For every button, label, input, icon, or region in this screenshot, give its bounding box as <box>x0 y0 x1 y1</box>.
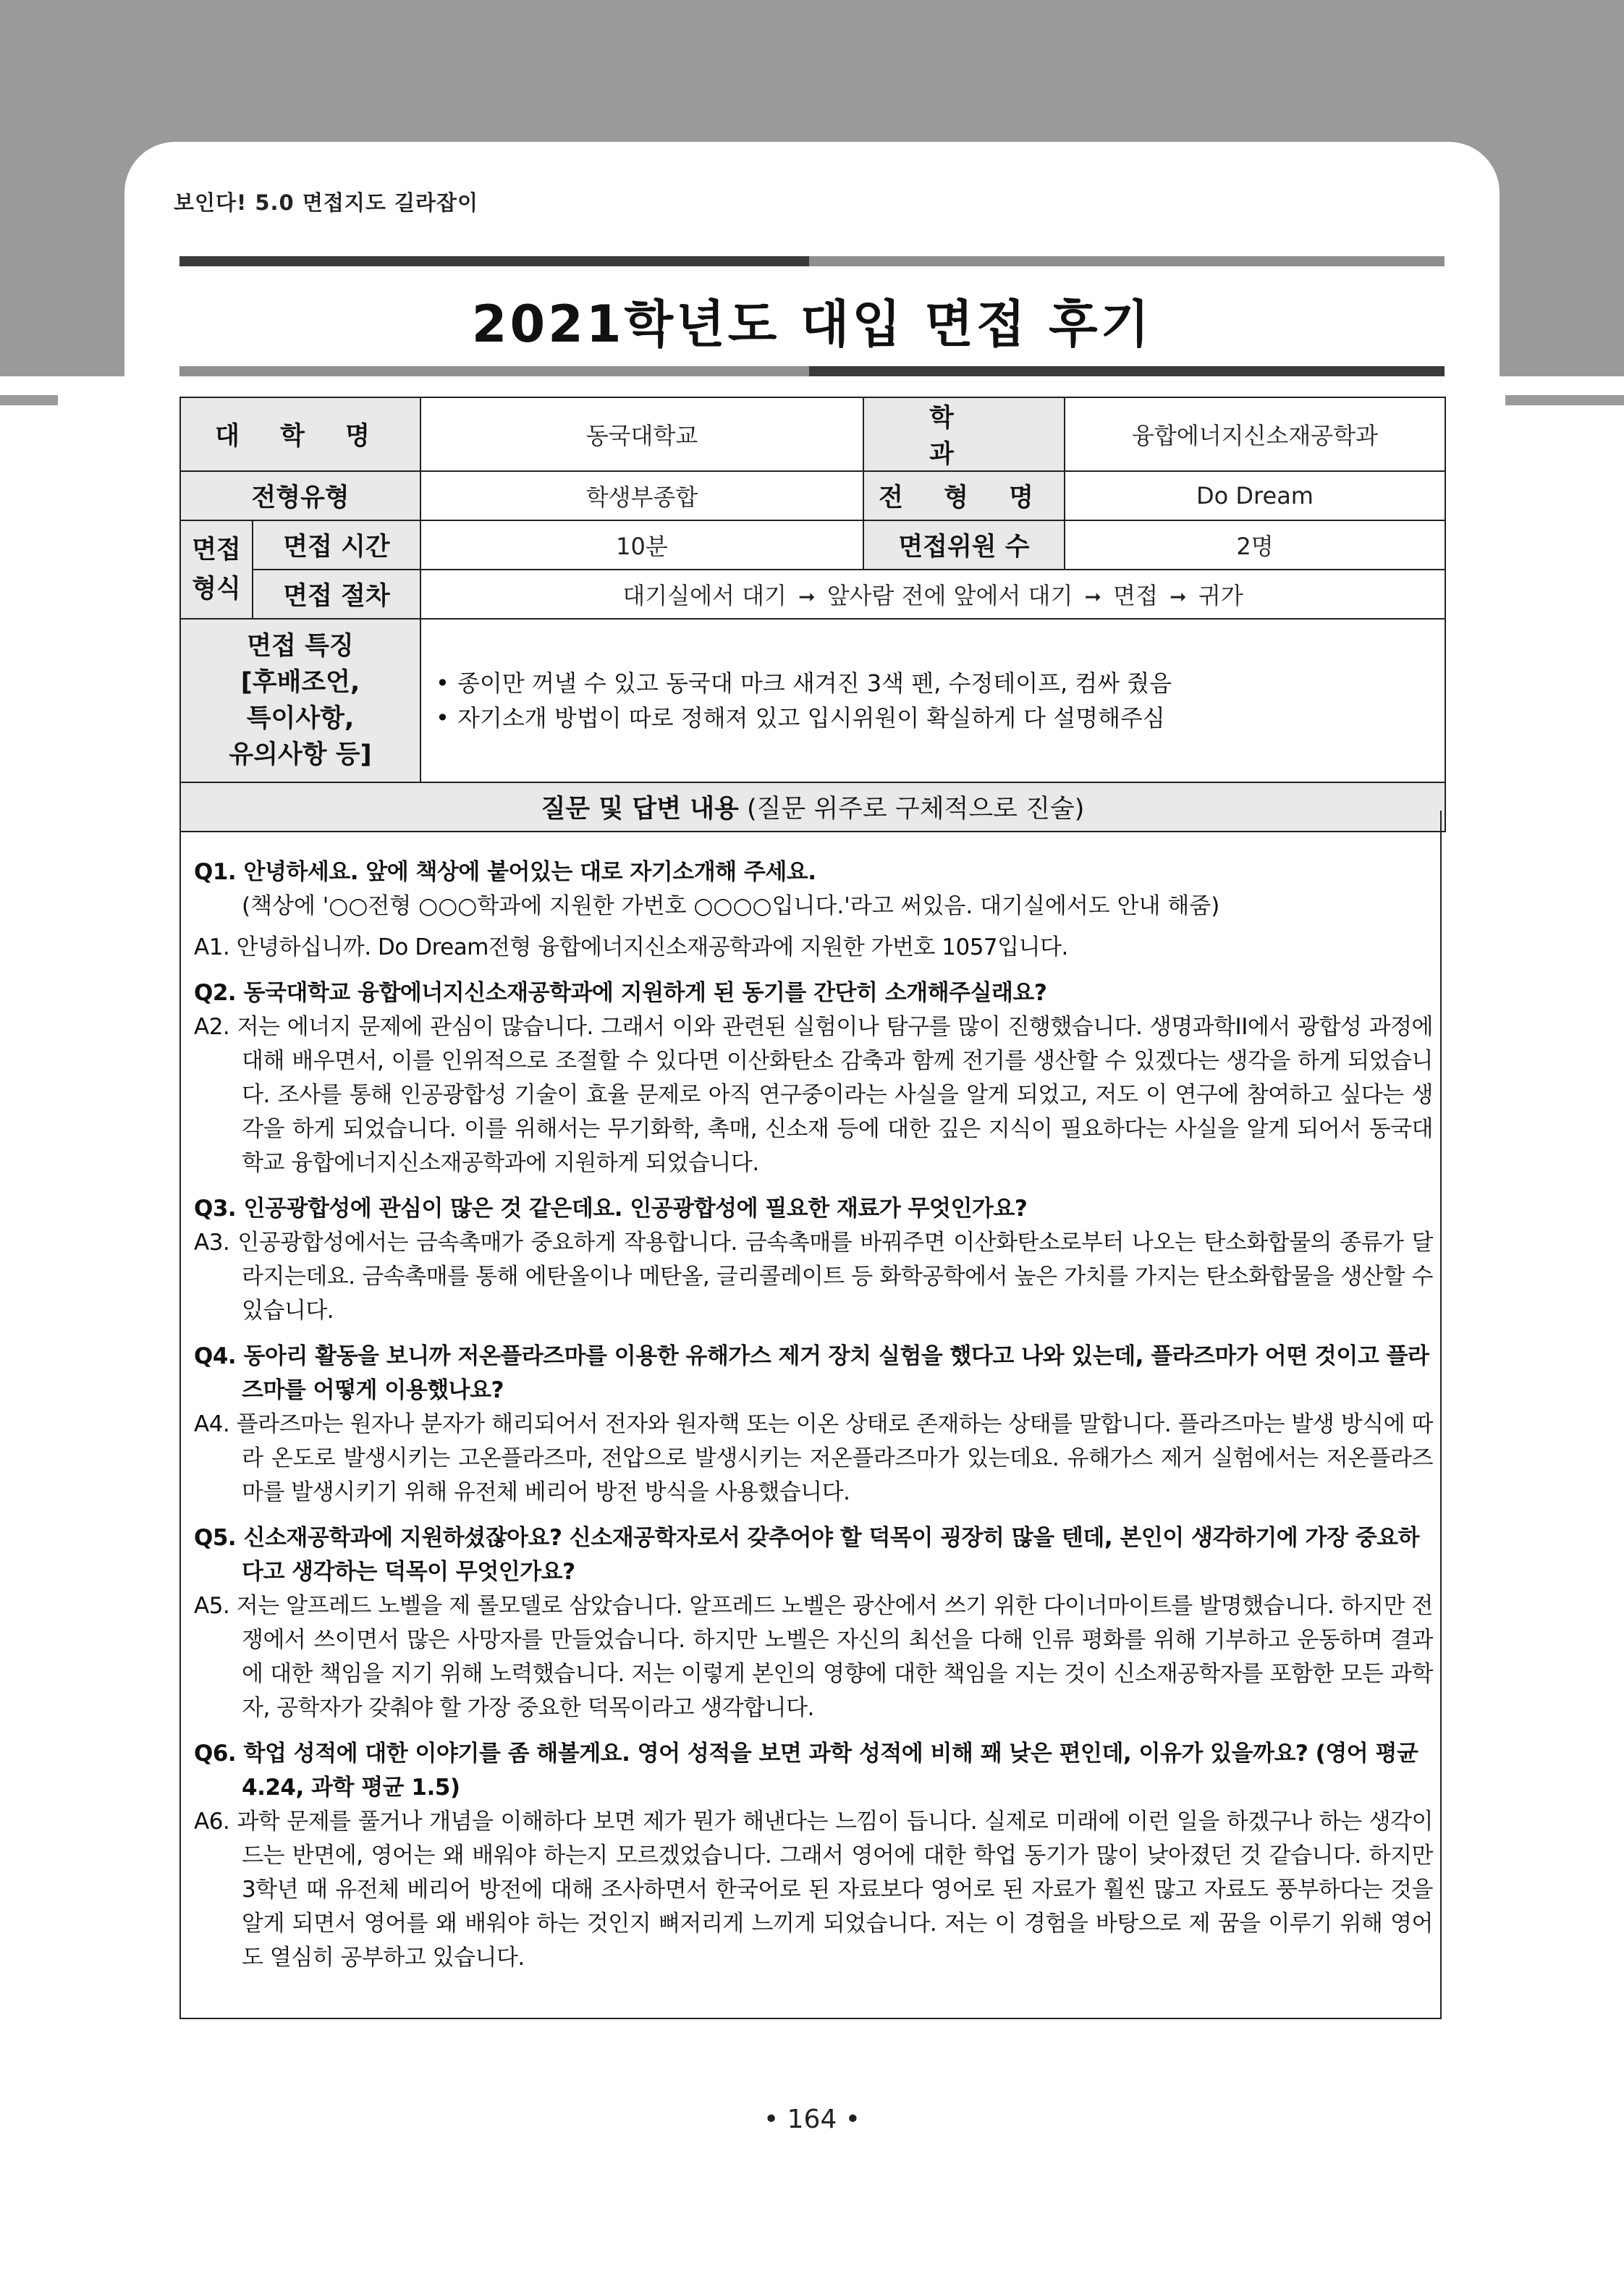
features-value <box>420 619 1445 782</box>
title-rule-bottom-accent <box>809 366 1445 376</box>
arrow-right-icon: ➞ <box>798 585 816 609</box>
answer: A5. 저는 알프레드 노벨을 제 롤모델로 삼았습니다. 알프레드 노벨은 광산에서 쓰기 위한 다이너마이트를 발명했습니다. 하지만 전쟁에서 쓰이면서 많은 사망자를 만들었습니다. 하지만 노벨은 자신의 최선을 다해 인류 평화를 위해 기부하고 운동하며 결과에 대한 책임을 지기 위해 노력했습니다. 저는 이렇게 본인의 영향에 대한 책임을 지는 것이 신소재공학자를 포함한 모든 과학자, 공학자가 갖춰야 할 가장 중요한 덕목이라고 생각합니다. <box>194 1593 1433 1721</box>
interview-info-table <box>179 397 1446 832</box>
row-university <box>180 397 1445 471</box>
question: Q6. 학업 성적에 대한 이야기를 좀 해볼게요. 영어 성적을 보면 과학 성적에 비해 꽤 낮은 편인데, 이유가 있을까요? (영어 평균 4.24, 과학 평균 1.5) <box>194 1741 1418 1801</box>
question: Q2. 동국대학교 융합에너지신소재공학과에 지원하게 된 동기를 간단히 소개해주실래요? <box>194 980 1047 1006</box>
running-head: 보인다! 5.0 면접지도 길라잡이 <box>174 190 479 215</box>
page-title: 2021학년도 대입 면접 후기 <box>471 295 1153 354</box>
procedure-step: 귀가 <box>1198 582 1243 609</box>
question: Q1. 안녕하세요. 앞에 책상에 붙어있는 대로 자기소개해 주세요. <box>194 859 816 885</box>
answer: A1. 안녕하십니까. Do Dream전형 융합에너지신소재공학과에 지원한 가번호 1057입니다. <box>194 934 1068 960</box>
row-time <box>180 520 1445 570</box>
features-label-title: 면접 특징 <box>247 632 354 661</box>
procedure-label: 면접 절차 <box>253 570 420 619</box>
dept-value: 융합에너지신소재공학과 <box>1065 397 1445 471</box>
page-number: • 164 • <box>763 2105 861 2134</box>
dept-label: 학 과 <box>863 397 1065 471</box>
admission-name-label: 전 형 명 <box>863 471 1065 520</box>
feature-item: • 자기소개 방법이 따로 정해져 있고 입시위원이 확실하게 다 설명해주심 <box>457 701 1437 735</box>
time-label: 면접 시간 <box>253 520 420 570</box>
admission-type-value: 학생부종합 <box>420 471 863 520</box>
procedure-step: 대기실에서 대기 <box>622 582 787 609</box>
features-label-line: 특이사항, <box>246 704 355 733</box>
format-label: 면접 형식 <box>180 520 253 619</box>
qa-header-rest: (질문 위주로 구체적으로 진술) <box>738 795 1085 824</box>
time-value: 10분 <box>420 520 863 570</box>
answer: A4. 플라즈마는 원자나 분자가 해리되어서 전자와 원자핵 또는 이온 상태로 존재하는 상태를 말합니다. 플라즈마는 발생 방식에 따라 온도로 발생시키는 고온플라즈마, 전압으로 발생시키는 저온플라즈마가 있는데요. 유해가스 제거 실험에서는 저온플라즈마를 발생시키기 위해 유전체 베리어 방전 방식을 사용했습니다. <box>194 1411 1433 1505</box>
features-label-line: [후배조언, <box>240 668 360 697</box>
procedure-step: 면접 <box>1113 582 1158 609</box>
arrow-right-icon: ➞ <box>1170 585 1187 609</box>
question: Q5. 신소재공학과에 지원하셨잖아요? 신소재공학자로서 갖추어야 할 덕목이 굉장히 많을 텐데, 본인이 생각하기에 가장 중요하다고 생각하는 덕목이 무엇인가요? <box>194 1525 1420 1585</box>
admission-type-label: 전형유형 <box>180 471 420 520</box>
answer: A2. 저는 에너지 문제에 관심이 많습니다. 그래서 이와 관련된 실험이나 탐구를 많이 진행했습니다. 생명과학II에서 광합성 과정에 대해 배우면서, 이를 인위적으로 조절할 수 있다면 이산화탄소 감축과 함께 전기를 생산할 수 있겠다는 생각을 하게 되었습니다. 조사를 통해 인공광합성 기술이 효율 문제로 아직 연구중이라는 사실을 알게 되었고, 저도 이 연구에 참여하고 싶다는 생각을 하게 되었습니다. 이를 위해서는 무기화학, 촉매, 신소재 등에 대한 깊은 지식이 필요하다는 사실을 알게 되어서 동국대학교 융합에너지신소재공학과에 지원하게 되었습니다. <box>194 1014 1433 1176</box>
features-label-line: 유의사항 등] <box>229 740 372 769</box>
university-label: 대 학 명 <box>180 397 420 471</box>
row-procedure <box>180 570 1445 619</box>
admission-name-value: Do Dream <box>1065 471 1445 520</box>
arrow-right-icon: ➞ <box>1084 585 1101 609</box>
qa-header-bold: 질문 및 답변 내용 <box>541 795 739 824</box>
row-features <box>180 619 1445 782</box>
university-value: 동국대학교 <box>420 397 863 471</box>
procedure-step: 앞사람 전에 앞에서 대기 <box>826 582 1073 609</box>
question: Q4. 동아리 활동을 보니까 저온플라즈마를 이용한 유해가스 제거 장치 실험을 했다고 나와 있는데, 플라즈마가 어떤 것이고 플라즈마를 어떻게 이용했나요? <box>194 1343 1429 1403</box>
left-edge-strip <box>0 395 58 405</box>
answer: A6. 과학 문제를 풀거나 개념을 이해하다 보면 제가 뭔가 해낸다는 느낌이 듭니다. 실제로 미래에 이런 일을 하겠구나 하는 생각이 드는 반면에, 영어는 왜 배워야 하는지 모르겠었습니다. 그래서 영어에 대한 학업 동기가 많이 낮아졌던 것 같습니다. 하지만 3학년 때 유전체 베리어 방전에 대해 조사하면서 한국어로 된 자료보다 영어로 된 자료가 훨씬 많고 자료도 풍부하다는 것을 알게 되면서 영어를 왜 배워야 하는 것인지 뼈저리게 느끼게 되었습니다. 저는 이 경험을 바탕으로 제 꿈을 이루기 위해 영어도 열심히 공부하고 있습니다. <box>194 1809 1433 1971</box>
qa-content <box>194 855 1433 1987</box>
features-label <box>180 619 420 782</box>
feature-item: • 종이만 꺼낼 수 있고 동국대 마크 새겨진 3색 펜, 수정테이프, 컴싸 줬음 <box>457 666 1437 701</box>
interviewers-value: 2명 <box>1065 520 1445 570</box>
title-rule-top-accent <box>179 256 809 266</box>
question-note: (책상에 '○○전형 ○○○학과에 지원한 가번호 ○○○○입니다.'라고 써있음. 대기실에서도 안내 해줌) <box>242 893 1220 919</box>
right-edge-strip <box>1505 395 1624 405</box>
interviewers-label: 면접위원 수 <box>863 520 1065 570</box>
answer: A3. 인공광합성에서는 금속촉매가 중요하게 작용합니다. 금속촉매를 바꿔주면 이산화탄소로부터 나오는 탄소화합물의 종류가 달라지는데요. 금속촉매를 통해 에탄올이나 메탄올, 글리콜레이트 등 화학공학에서 높은 가치를 가지는 탄소화합물을 생산할 수 있습니다. <box>194 1230 1433 1324</box>
row-admission <box>180 471 1445 520</box>
question: Q3. 인공광합성에 관심이 많은 것 같은데요. 인공광합성에 필요한 재료가 무엇인가요? <box>194 1196 1028 1222</box>
procedure-value <box>420 570 1445 619</box>
